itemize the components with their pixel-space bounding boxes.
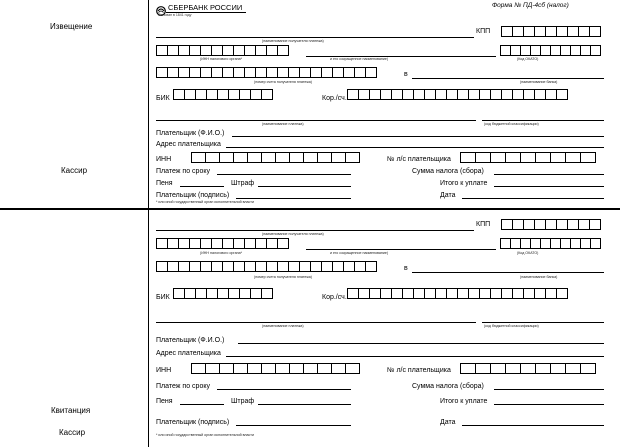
bik-label: БИК <box>156 95 170 102</box>
korsch-boxes[interactable] <box>347 288 567 299</box>
payment-caption: (наименование платежа) <box>262 324 304 328</box>
payer-line <box>238 343 604 344</box>
payer-address-line <box>226 356 604 357</box>
tax-sum-label: Сумма налога (сбора) <box>412 168 484 175</box>
by-term-label: Платеж по сроку <box>156 168 210 175</box>
penalty-line <box>180 404 224 405</box>
recipient-name-line <box>156 230 474 231</box>
by-term-line <box>217 389 351 390</box>
v-label: в <box>404 71 408 78</box>
account-caption: (номер счета получателя платежа) <box>254 80 312 84</box>
bank-caption: (наименование банка) <box>520 80 558 84</box>
total-line <box>494 404 604 405</box>
kbk-caption: (код бюджетной классификации) <box>484 122 539 126</box>
signature-line <box>236 425 351 426</box>
recipient-name-caption: (наименование получателя платежа) <box>262 39 324 43</box>
payer-number-label: № л/с плательщика <box>387 156 451 163</box>
receipt-label: Квитанция <box>51 406 91 415</box>
inn-caption: (ИНН налогового органа* <box>200 251 243 255</box>
inn-label: ИНН <box>156 367 172 374</box>
inn-recipient-boxes[interactable] <box>156 238 288 249</box>
payer-signature-label: Плательщик (подпись) <box>156 192 230 199</box>
tax-sum-line <box>494 389 604 390</box>
fine-label: Штраф <box>231 398 255 405</box>
short-name-caption: и его сокращенное наименование) <box>330 57 389 61</box>
payer-address-label: Адрес плательщика <box>156 141 221 148</box>
payer-label: Плательщик (Ф.И.О.) <box>156 130 225 137</box>
date-line <box>462 425 604 426</box>
bik-boxes[interactable] <box>173 288 272 299</box>
korsch-label: Кор./сч. <box>322 95 347 102</box>
bank-subtitle: Основан в 1841 году <box>158 13 192 17</box>
bank-name: СБЕРБАНК РОССИИ <box>168 3 243 12</box>
penalty-label: Пеня <box>156 398 173 405</box>
fine-label: Штраф <box>231 180 255 187</box>
okato-caption: (Код ОКАТО) <box>517 57 539 61</box>
notice-label: Извещение <box>50 22 93 31</box>
tax-sum-label: Сумма налога (сбора) <box>412 383 484 390</box>
short-name-line <box>306 249 496 250</box>
kpp-boxes[interactable] <box>501 219 600 230</box>
account-caption: (номер счета получателя платежа) <box>254 275 312 279</box>
inn-payer-boxes[interactable] <box>191 363 359 374</box>
fine-line <box>258 404 351 405</box>
cashier-label-top: Кассир <box>61 166 88 175</box>
cashier-label-bottom: Кассир <box>59 428 86 437</box>
payer-number-label: № л/с плательщика <box>387 367 451 374</box>
okato-boxes[interactable] <box>500 238 600 249</box>
okato-caption: (Код ОКАТО) <box>517 251 539 255</box>
date-label: Дата <box>440 192 456 199</box>
v-label: в <box>404 265 408 272</box>
by-term-label: Платеж по сроку <box>156 383 210 390</box>
bank-name-line <box>412 272 604 273</box>
form-number: Форма № ПД-4сб (налог) <box>492 2 569 9</box>
bik-label: БИК <box>156 294 170 301</box>
total-label: Итого к уплате <box>440 180 488 187</box>
payment-caption: (наименование платежа) <box>262 122 304 126</box>
inn-caption: (ИНН налогового органа* <box>200 57 243 61</box>
penalty-label: Пеня <box>156 180 173 187</box>
bank-caption: (наименование банка) <box>520 275 558 279</box>
payer-number-boxes[interactable] <box>460 363 595 374</box>
footnote: * или иной государственный орган исполнительной власти <box>156 200 254 204</box>
kpp-label: КПП <box>476 221 491 228</box>
total-label: Итого к уплате <box>440 398 488 405</box>
payer-label: Плательщик (Ф.И.О.) <box>156 337 225 344</box>
account-boxes[interactable] <box>156 261 376 272</box>
korsch-label: Кор./сч. <box>322 294 347 301</box>
footnote: * или иной государственный орган исполнительной власти <box>156 433 254 437</box>
short-name-caption: и его сокращенное наименование) <box>330 251 389 255</box>
kpp-label: КПП <box>476 28 491 35</box>
kbk-line <box>482 322 604 323</box>
payer-address-label: Адрес плательщика <box>156 350 221 357</box>
recipient-name-caption: (наименование получателя платежа) <box>262 232 324 236</box>
date-label: Дата <box>440 419 456 426</box>
payer-signature-label: Плательщик (подпись) <box>156 419 230 426</box>
kbk-caption: (код бюджетной классификации) <box>484 324 539 328</box>
payment-name-line <box>156 322 476 323</box>
inn-label: ИНН <box>156 156 172 163</box>
